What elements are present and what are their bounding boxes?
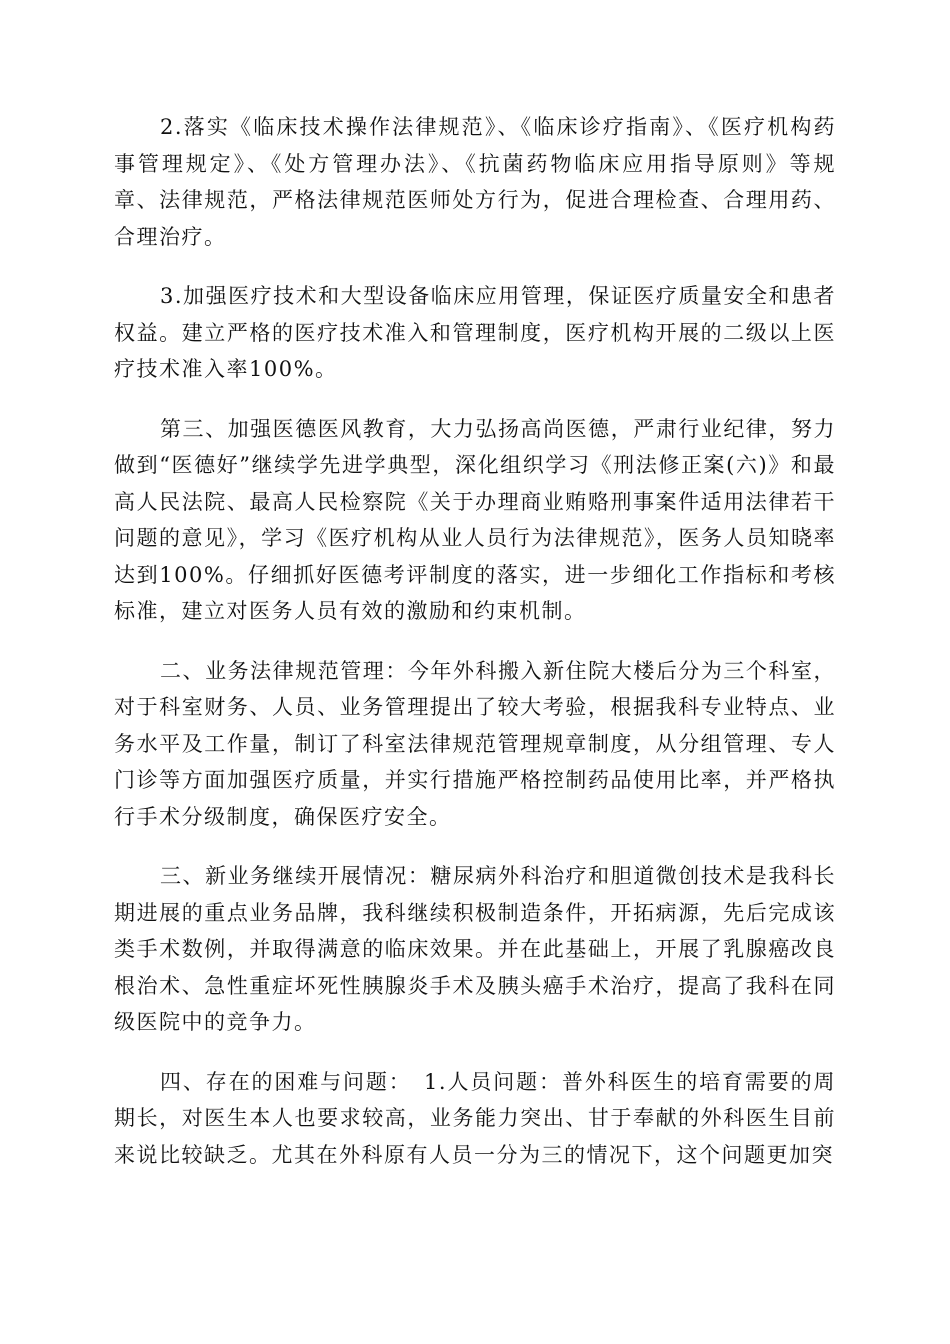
paragraph-medical-ethics: 第三、加强医德医风教育，大力弘扬高尚医德，严肃行业纪律，努力做到“医德好”继续学先进学典型，深化组织学习《刑法修正案(六)》和最高人民法院、最高人民检察院《关于办理商业贿赂刑事案件适用法律若干问题的意见》，学习《医疗机构从业人员行为法律规范》，医务人员知晓率达到100%。仔细抓好医德考评制度的落实，进一步细化工作指标和考核标准，建立对医务人员有效的激励和约束机制。 bbox=[114, 416, 836, 623]
paragraph-regulations: 2.落实《临床技术操作法律规范》、《临床诊疗指南》、《医疗机构药事管理规定》、《处方管理办法》、《抗菌药物临床应用指导原则》等规章、法律规范，严格法律规范医师处方行为，促进合理检查、合理用药、合理治疗。 bbox=[114, 115, 836, 249]
paragraph-medical-technology: 3.加强医疗技术和大型设备临床应用管理，保证医疗质量安全和患者权益。建立严格的医疗技术准入和管理制度，医疗机构开展的二级以上医疗技术准入率100%。 bbox=[114, 284, 836, 381]
paragraph-business-management: 二、业务法律规范管理：今年外科搬入新住院大楼后分为三个科室，对于科室财务、人员、业务管理提出了较大考验，根据我科专业特点、业务水平及工作量，制订了科室法律规范管理规章制度，从分组管理、专人门诊等方面加强医疗质量，并实行措施严格控制药品使用比率，并严格执行手术分级制度，确保医疗安全。 bbox=[114, 658, 836, 829]
paragraph-difficulties: 四、存在的困难与问题： 1.人员问题：普外科医生的培育需要的周期长，对医生本人也要求较高，业务能力突出、甘于奉献的外科医生目前来说比较缺乏。尤其在外科原有人员一分为三的情况下，这个问题更加突 bbox=[114, 1069, 836, 1167]
paragraph-new-business: 三、新业务继续开展情况：糖尿病外科治疗和胆道微创技术是我科长期进展的重点业务品牌，我科继续积极制造条件，开拓病源，先后完成该类手术数例，并取得满意的临床效果。并在此基础上，开展了乳腺癌改良根治术、急性重症坏死性胰腺炎手术及胰头癌手术治疗，提高了我科在同级医院中的竞争力。 bbox=[114, 864, 836, 1034]
document-body bbox=[114, 109, 836, 1196]
